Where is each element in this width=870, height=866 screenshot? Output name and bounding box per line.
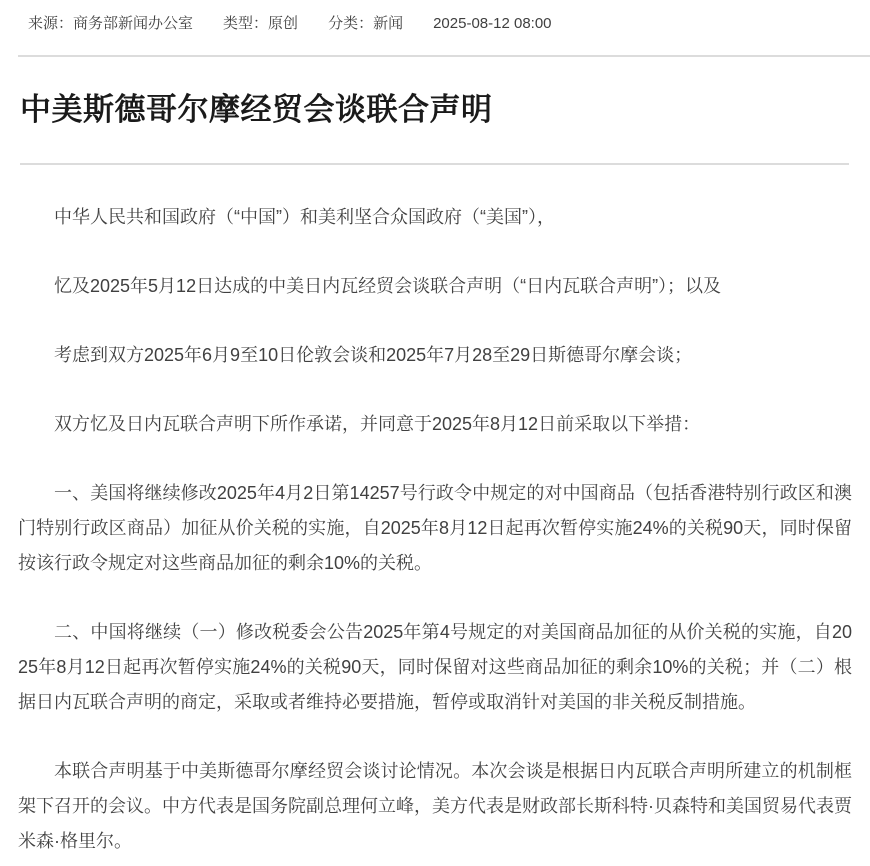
meta-category-value: 新闻 [373, 15, 404, 32]
meta-category-label: 分类： [328, 15, 374, 32]
article-meta-bar [28, 0, 852, 34]
paragraph-recalling-geneva: 忆及2025年5月12日达成的中美日内瓦经贸会谈联合声明（“日内瓦联合声明”）；以及 [54, 276, 722, 296]
paragraph-commitments: 双方忆及日内瓦联合声明下所作承诺，并同意于2025年8月12日前采取以下举措： [54, 414, 701, 434]
meta-type-label: 类型： [223, 15, 269, 32]
meta-category [328, 15, 403, 32]
article-body [18, 165, 852, 859]
paragraph-parties: 中华人民共和国政府（“中国”）和美利坚合众国政府（“美国”）， [54, 207, 555, 227]
meta-type [223, 15, 298, 32]
meta-source-value: 商务部新闻办公室 [73, 15, 194, 32]
paragraph-considering-talks: 考虑到双方2025年6月9至10日伦敦会谈和2025年7月28至29日斯德哥尔摩会谈； [54, 345, 693, 365]
meta-datetime: 2025-08-12 08:00 [433, 15, 552, 32]
meta-type-value: 原创 [268, 15, 299, 32]
paragraph-item-one-us: 一、美国将继续修改2025年4月2日第14257号行政令中规定的对中国商品（包括香港特别行政区和澳门特别行政区商品）加征从价关税的实施，自2025年8月12日起再次暂停实施24%的关税90天，同时保留按该行政令规定对这些商品加征的剩余10%的关税。 [18, 483, 852, 573]
paragraph-closing: 本联合声明基于中美斯德哥尔摩经贸会谈讨论情况。本次会谈是根据日内瓦联合声明所建立的机制框架下召开的会议。中方代表是国务院副总理何立峰，美方代表是财政部长斯科特·贝森特和美国贸易代表贾米森·格里尔。 [18, 761, 852, 851]
header-divider [18, 55, 870, 57]
meta-source-label: 来源： [28, 15, 74, 32]
paragraph-item-two-china: 二、中国将继续（一）修改税委会公告2025年第4号规定的对美国商品加征的从价关税的实施，自2025年8月12日起再次暂停实施24%的关税90天，同时保留对这些商品加征的剩余10%的关税；并（二）根据日内瓦联合声明的商定，采取或者维持必要措施，暂停或取消针对美国的非关税反制措施。 [18, 622, 852, 712]
meta-source [28, 15, 193, 32]
article-title: 中美斯德哥尔摩经贸会谈联合声明 [20, 92, 493, 127]
